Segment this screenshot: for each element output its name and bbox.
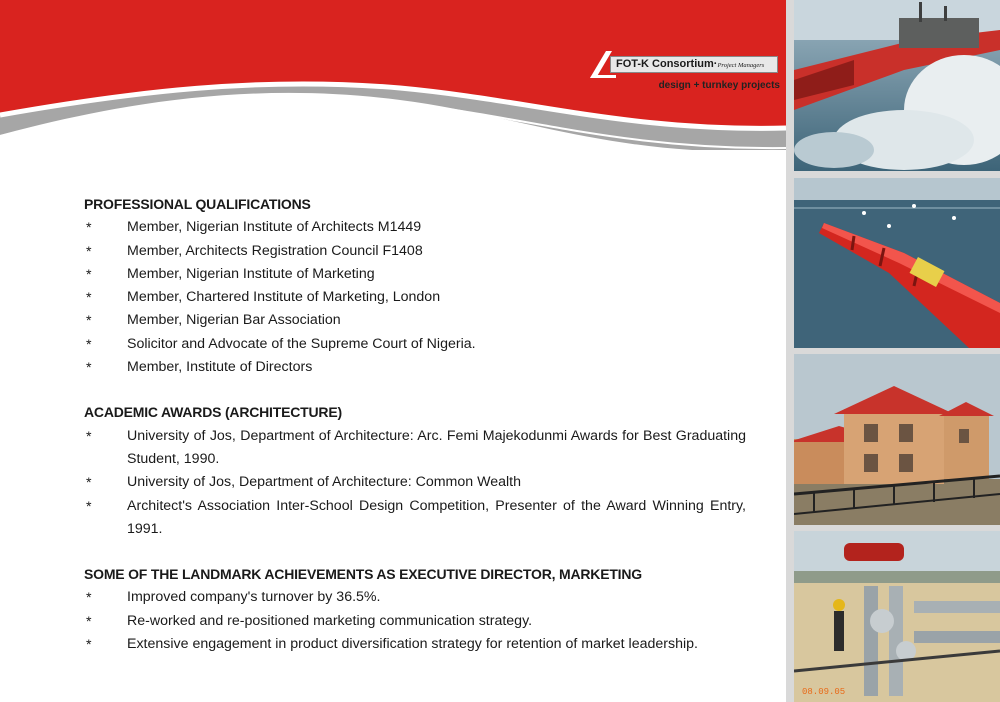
bullet: * [86, 590, 92, 607]
bullet: * [86, 313, 92, 330]
bullet: * [86, 498, 92, 515]
bullet: * [86, 637, 92, 654]
bullet: * [86, 243, 92, 260]
list-item: * Member, Chartered Institute of Marketing, London [84, 286, 746, 309]
bullet: * [86, 428, 92, 445]
main-content [84, 193, 746, 678]
list-item: * Extensive engagement in product diversification strategy for retention of market leadership. [84, 633, 746, 656]
list-item: * Architect's Association Inter-School Design Competition, Presenter of the Award Winning Entry, 1991. [86, 497, 746, 537]
list-item: * University of Jos, Department of Architecture: Common Wealth [84, 471, 746, 494]
bullet: * [86, 266, 92, 283]
logo-name: FOT-K Consortium [616, 58, 714, 70]
bullet: * [86, 290, 92, 307]
date-stamp: 08.09.05 [802, 687, 846, 697]
logo-wordmark: FOT-K Consortium·Project Managers [610, 56, 778, 73]
bullet: * [86, 475, 92, 492]
list-item: * Member, Nigerian Institute of Architects M1449 [84, 216, 746, 239]
section-landmark-achievements [84, 563, 746, 656]
list-item: * Member, Nigerian Institute of Marketing [84, 263, 746, 286]
offshore-boom-deployment-photo [794, 0, 1000, 171]
section-academic-awards [84, 401, 746, 541]
company-logo [590, 50, 790, 95]
industrial-piping-photo [794, 531, 1000, 702]
section-heading: PROFESSIONAL QUALIFICATIONS [84, 196, 311, 212]
list-item: * Member, Architects Registration Council F1408 [84, 240, 746, 263]
section-heading: ACADEMIC AWARDS (ARCHITECTURE) [84, 404, 342, 421]
list-item: * Improved company's turnover by 36.5%. [84, 586, 746, 609]
house-construction-photo [794, 354, 1000, 525]
bullet: * [86, 336, 92, 353]
bullet: * [86, 220, 92, 237]
floating-pipeline-photo [794, 178, 1000, 348]
section-heading: SOME OF THE LANDMARK ACHIEVEMENTS AS EXECUTIVE DIRECTOR, MARKETING [84, 566, 642, 583]
logo-subtitle: Project Managers [717, 62, 765, 69]
bullet: * [86, 360, 92, 377]
logo-tagline: design + turnkey projects [658, 80, 780, 91]
list-item: * University of Jos, Department of Architecture: Arc. Femi Majekodunmi Awards for Best Graduating Student, 1990. [86, 427, 746, 467]
list-item: * Member, Nigerian Bar Association [84, 309, 746, 332]
list-item: * Member, Institute of Directors [84, 356, 746, 379]
bullet: * [86, 613, 92, 630]
list-item: * Re-worked and re-positioned marketing communication strategy. [84, 610, 746, 633]
section-professional-qualifications [84, 193, 746, 379]
list-item: * Solicitor and Advocate of the Supreme Court of Nigeria. [84, 333, 746, 356]
